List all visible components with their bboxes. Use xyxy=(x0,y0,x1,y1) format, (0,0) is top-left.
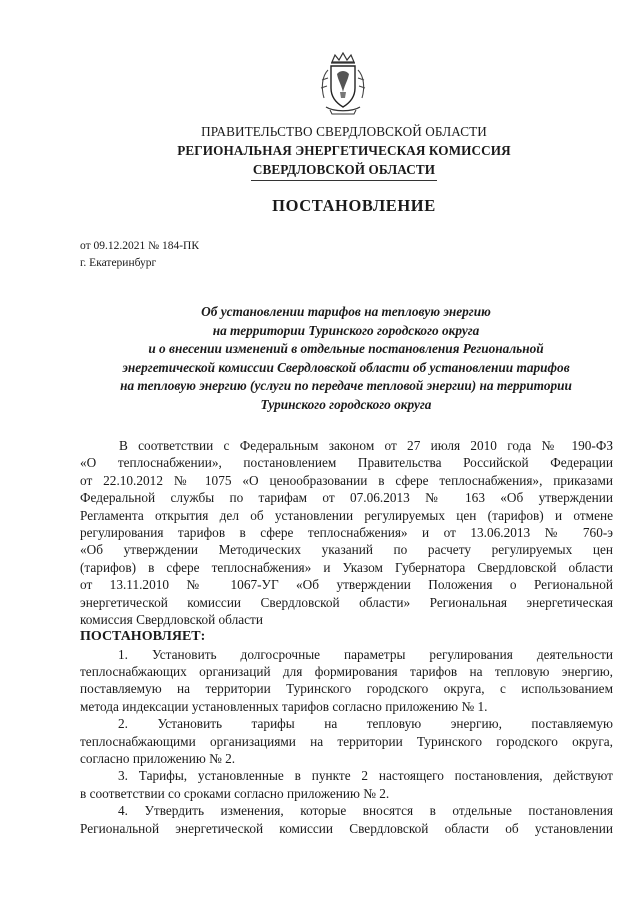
item-1-line: метода индексации установленных тарифов согласно приложению № 1. xyxy=(80,698,488,714)
document-city: г. Екатеринбург xyxy=(80,257,157,269)
preamble-line: «Об утверждении Методических указаний по расчету регулируемых цен xyxy=(80,542,613,558)
preamble-line: Федеральной службы по тарифам от 07.06.2013 № 163 «Об утверждении xyxy=(80,490,613,506)
resolves-heading: ПОСТАНОВЛЯЕТ: xyxy=(80,629,206,645)
item-1-line: поставляемую на территории Туринского городского округа, с использованием xyxy=(80,681,613,697)
subject-line: энергетической комиссии Свердловской области об установлении тарифов xyxy=(122,359,570,375)
document-date-number: от 09.12.2021 № 184-ПК xyxy=(80,240,200,252)
item-3-line: в соответствии со сроками согласно приложению № 2. xyxy=(80,785,390,801)
org-name-line-1: ПРАВИТЕЛЬСТВО СВЕРДЛОВСКОЙ ОБЛАСТИ xyxy=(201,124,487,139)
preamble-line: В соответствии с Федеральным законом от 27 июля 2010 года № 190-ФЗ xyxy=(119,438,613,453)
subject-line: на тепловую энергию (услуги по передаче тепловой энергии) на территории xyxy=(120,378,572,394)
preamble-line: «О теплоснабжении», постановлением Правительства Российской Федерации xyxy=(80,455,613,471)
subject-line: Об установлении тарифов на тепловую энергию xyxy=(201,304,491,319)
item-4-line: 4. Утвердить изменения, которые вносятся в отдельные постановления xyxy=(118,803,613,819)
org-name-line-2: РЕГИОНАЛЬНАЯ ЭНЕРГЕТИЧЕСКАЯ КОМИССИЯ xyxy=(177,143,511,158)
coat-of-arms-emblem xyxy=(318,52,368,116)
preamble-line: от 13.11.2010 № 1067-УГ «Об утверждении Положения о Региональной xyxy=(80,577,613,593)
preamble-line: от 22.10.2012 № 1075 «О ценообразовании в сфере теплоснабжения», приказами xyxy=(80,472,613,488)
preamble-line: (тарифов) в сфере теплоснабжения» и Указом Губернатора Свердловской области xyxy=(80,559,613,575)
preamble-line: Регламента открытия дел об установлении регулируемых цен (тарифов) и отмене xyxy=(80,507,613,523)
preamble-line: комиссия Свердловской области xyxy=(80,611,263,627)
item-4-line: Региональной энергетической комиссии Свердловской области об установлении xyxy=(80,820,613,836)
header-divider xyxy=(251,180,437,181)
document-subject xyxy=(78,303,614,415)
item-2-line: 2. Установить тарифы на тепловую энергию, поставляемую xyxy=(118,716,613,732)
subject-line: Туринского городского округа xyxy=(260,396,432,412)
item-1-line: теплоснабжающих организаций для формирования тарифов на тепловую энергию, xyxy=(80,664,613,680)
org-name-line-3: СВЕРДЛОВСКОЙ ОБЛАСТИ xyxy=(252,162,436,177)
item-2-line: согласно приложению № 2. xyxy=(80,751,236,767)
item-3-line: 3. Тарифы, установленные в пункте 2 настоящего постановления, действуют xyxy=(118,768,613,784)
item-2-line: теплоснабжающими организациями на территории Туринского городского округа, xyxy=(80,733,613,749)
subject-line: и о внесении изменений в отдельные постановления Региональной xyxy=(148,341,544,357)
preamble-line: энергетической комиссии Свердловской области» Региональная энергетическая xyxy=(80,594,613,610)
item-1-line: 1. Установить долгосрочные параметры регулирования деятельности xyxy=(118,646,613,662)
document-type-title: ПОСТАНОВЛЕНИЕ xyxy=(272,196,436,215)
subject-line: на территории Туринского городского округа xyxy=(212,322,480,338)
preamble-line: регулирования тарифов в сфере теплоснабжения» и от 13.06.2013 № 760-э xyxy=(80,524,613,540)
document-body xyxy=(80,437,613,837)
